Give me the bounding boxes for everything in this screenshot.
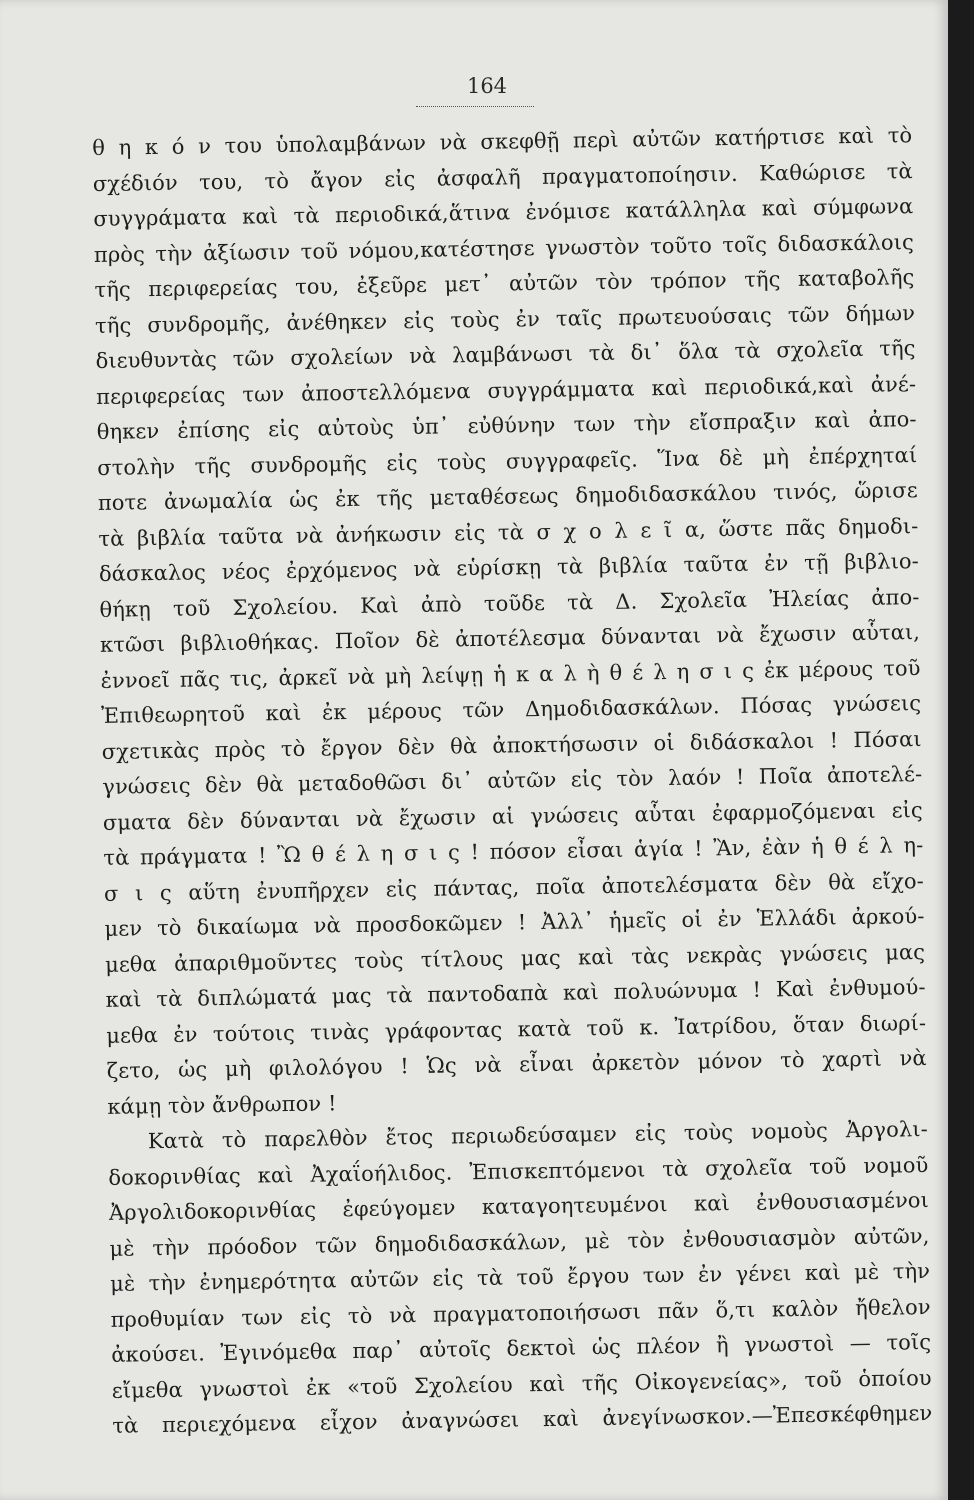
text-line: θ η κ ό ν του ὑπολαμβάνων νὰ σκεφθῇ περὶ αὐτῶν κατήρτισε καὶ τὸ: [92, 123, 913, 160]
page-number: 164: [466, 74, 508, 98]
text-line: μεθα ἐν τούτοις τινὰς γράφοντας κατὰ τοῦ κ. Ἰατρίδου, ὅταν διωρί-: [106, 1010, 927, 1048]
text-line: τὰ πράγματα ! Ὢ θ έ λ η σ ι ς ! πόσον εἶσαι ἁγία ! Ἂν, ἐὰν ἡ θ έ λ η-: [103, 833, 924, 870]
text-line: μεν τὸ δικαίωμα νὰ προσδοκῶμεν ! Ἀλλ᾽ ἡμεῖς οἱ ἐν Ἑλλάδι ἀρκού-: [104, 904, 925, 941]
text-line: γνώσεις δὲν θὰ μεταδοθῶσι δι᾽ αὐτῶν εἰς τὸν λαόν ! Ποῖα ἀποτελέ-: [102, 762, 923, 799]
text-line: τὰ περιεχόμενα εἶχον ἀναγνώσει καὶ ἀνεγίνωσκον.—Ἐπεσκέφθημεν: [112, 1400, 933, 1438]
text-line: κτῶσι βιβλιοθήκας. Ποῖον δὲ ἀποτέλεσμα δύνανται νὰ ἔχωσιν αὗται,: [99, 620, 921, 657]
text-line: ἀκούσει. Ἐγινόμεθα παρ᾽ αὐτοῖς δεκτοὶ ὡς πλέον ἢ γνωστοὶ — τοῖς: [111, 1329, 932, 1367]
text-line: διευθυντὰς τῶν σχολείων νὰ λαμβάνωσι τὰ δι᾽ ὅλα τὰ σχολεῖα τῆς: [95, 336, 916, 373]
header-rule: [416, 106, 534, 107]
text-line: τῆς συνδρομῆς, ἀνέθηκεν εἰς τοὺς ἐν ταῖς πρωτευούσαις τῶν δήμων: [94, 300, 916, 338]
text-line: ἐννοεῖ πᾶς τις, ἀρκεῖ νὰ μὴ λείψῃ ἡ κ α λ ὴ θ έ λ η σ ι ς ἐκ μέρους τοῦ: [100, 655, 921, 693]
text-line: τὰ βιβλία ταῦτα νὰ ἀνήκωσιν εἰς τὰ σ χ ο λ ε ῖ α, ὥστε πᾶς δημοδι-: [98, 513, 919, 551]
text-line: θηκεν ἐπίσης εἰς αὐτοὺς ὑπ᾽ εὐθύνην των τὴν εἴσπραξιν καὶ ἀπο-: [96, 407, 917, 444]
text-line: περιφερείας των ἀποστελλόμενα συγγράμματα καὶ περιοδικά,καὶ ἀνέ-: [95, 371, 917, 409]
text-line: ποτε ἀνωμαλία ὡς ἐκ τῆς μεταθέσεως δημοδιδασκάλου τινός, ὥρισε: [97, 478, 918, 515]
text-line: δοκορινθίας καὶ Ἀχαΐοήλιδος. Ἐπισκεπτόμενοι τὰ σχολεῖα τοῦ νομοῦ: [108, 1152, 929, 1190]
text-line: προθυμίαν των εἰς τὸ νὰ πραγματοποιήσωσι πᾶν ὅ,τι καλὸν ἤθελον: [110, 1294, 931, 1332]
text-line: δάσκαλος νέος ἐρχόμενος νὰ εὑρίσκῃ τὰ βιβλία ταῦτα ἐν τῇ βιβλιο-: [98, 549, 920, 586]
text-line: σματα δὲν δύνανται νὰ ἔχωσιν αἱ γνώσεις αὗται ἐφαρμοζόμεναι εἰς: [102, 797, 923, 835]
text-line: πρὸς τὴν ἀξίωσιν τοῦ νόμου,κατέστησε γνωστὸν τοῦτο τοῖς διδασκάλοις: [93, 229, 915, 267]
text-line: στολὴν τῆς συνδρομῆς εἰς τοὺς συγγραφεῖς. Ἵνα δὲ μὴ ἐπέρχηταί: [97, 442, 918, 480]
text-line: σ ι ς αὕτη ἐνυπῆρχεν εἰς πάντας, ποῖα ἀποτελέσματα δὲν θὰ εἴχο-: [103, 868, 925, 906]
text-line: συγγράματα καὶ τὰ περιοδικά,ἅτινα ἐνόμισε κατάλληλα καὶ σύμφωνα: [93, 194, 914, 231]
text-line: τῆς περιφερείας του, ἐξεῦρε μετ᾽ αὐτῶν τὸν τρόπον τῆς καταβολῆς: [94, 265, 915, 302]
text-line: Κατὰ τὸ παρελθὸν ἔτος περιωδεύσαμεν εἰς τοὺς νομοὺς Ἀργολι-: [147, 1116, 928, 1154]
text-line: εἴμεθα γνωστοὶ ἐκ «τοῦ Σχολείου καὶ τῆς Οἰκογενείας», τοῦ ὁποίου: [111, 1365, 932, 1403]
text-line: καὶ τὰ διπλώματά μας τὰ παντοδαπὰ καὶ πολυώνυμα ! Καὶ ἐνθυμού-: [105, 975, 926, 1012]
text-line: Ἐπιθεωρητοῦ καὶ ἐκ μέρους τῶν Δημοδιδασκάλων. Πόσας γνώσεις: [101, 691, 922, 728]
text-line: θήκῃ τοῦ Σχολείου. Καὶ ἀπὸ τοῦδε τὰ Δ. Σχολεῖα Ἠλείας ἀπο-: [99, 584, 920, 622]
body-text: [92, 118, 933, 1444]
text-line: ζετο, ὡς μὴ φιλολόγου ! Ὡς νὰ εἶναι ἀρκετὸν μόνον τὸ χαρτὶ νὰ: [106, 1046, 927, 1083]
text-line: μὲ τὴν ἐνημερότητα αὐτῶν εἰς τὰ τοῦ ἔργου των ἐν γένει καὶ μὲ τὴν: [109, 1258, 931, 1296]
text-line: Ἀργολιδοκορινθίας ἐφεύγομεν καταγοητευμένοι καὶ ἐνθουσιασμένοι: [108, 1187, 930, 1225]
text-line: σχετικὰς πρὸς τὸ ἔργον δὲν θὰ ἀποκτήσωσιν οἱ διδάσκαλοι ! Πόσαι: [101, 726, 922, 764]
text-line: μεθα ἀπαριθμοῦντες τοὺς τίτλους μας καὶ τὰς νεκρὰς γνώσεις μας: [104, 939, 926, 977]
text-line: κάμῃ τὸν ἄνθρωπον !: [107, 1090, 337, 1119]
text-line: σχέδιόν του, τὸ ἄγον εἰς ἀσφαλῆ πραγματοποίησιν. Καθώρισε τὰ: [92, 158, 913, 196]
text-line: μὲ τὴν πρόοδον τῶν δημοδιδασκάλων, μὲ τὸν ἐνθουσιασμὸν αὐτῶν,: [109, 1223, 930, 1261]
